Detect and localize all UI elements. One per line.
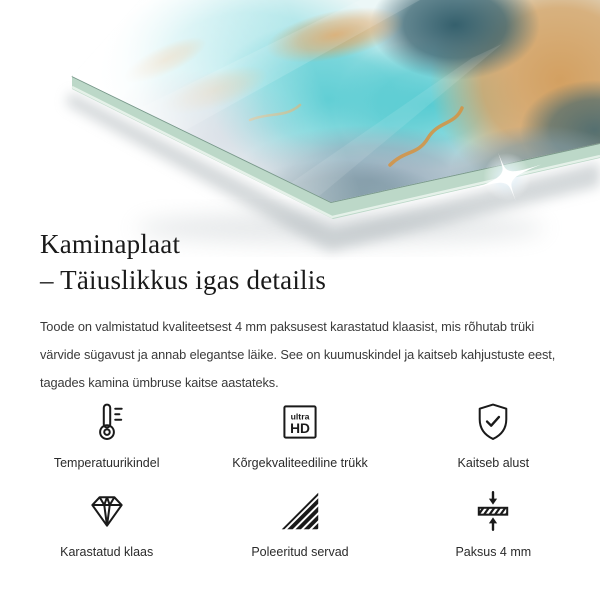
- page-title-line2: – Täiuslikkus igas detailis: [40, 265, 327, 295]
- ultra-hd-badge-top: ultra: [290, 411, 310, 422]
- feature-label: Karastatud klaas: [60, 545, 154, 559]
- feature-temperature: [10, 400, 203, 471]
- shield-check-icon: [471, 400, 515, 444]
- feature-label: Kaitseb alust: [457, 456, 530, 470]
- feature-label: Paksus 4 mm: [455, 545, 532, 559]
- feature-tempered-glass: [10, 489, 203, 560]
- feature-grid: [10, 400, 590, 560]
- thickness-compress-icon: [471, 489, 515, 533]
- feature-polished-edges: [203, 489, 396, 560]
- page-title-line1: Kaminaplaat: [40, 229, 181, 259]
- hero-image: [0, 0, 600, 260]
- feature-label: Temperatuurikindel: [53, 456, 160, 470]
- thermometer-icon: [85, 400, 129, 444]
- feature-thickness: [397, 489, 590, 560]
- text-section: [40, 226, 568, 397]
- product-image: [0, 0, 600, 260]
- diamond-icon: [85, 489, 129, 533]
- ultra-hd-badge-bottom: HD: [290, 421, 310, 436]
- product-description: Toode on valmistatud kvaliteetsest 4 mm paksusest karastatud klaasist, mis rõhutab trüki värvide sügavust ja annab elegantse läike. See on kuumuskindel ja kaitseb kahjustuste eest, tagades kamina ümbruse kaitse aastateks.: [40, 319, 556, 390]
- feature-print-quality: [203, 400, 396, 471]
- feature-label: Poleeritud servad: [251, 545, 349, 559]
- page-title: [40, 226, 568, 298]
- feature-protects-base: [397, 400, 590, 471]
- ultra-hd-icon: [278, 400, 322, 444]
- polished-edges-icon: [278, 489, 322, 533]
- feature-label: Kõrgekvaliteediline trükk: [232, 456, 368, 470]
